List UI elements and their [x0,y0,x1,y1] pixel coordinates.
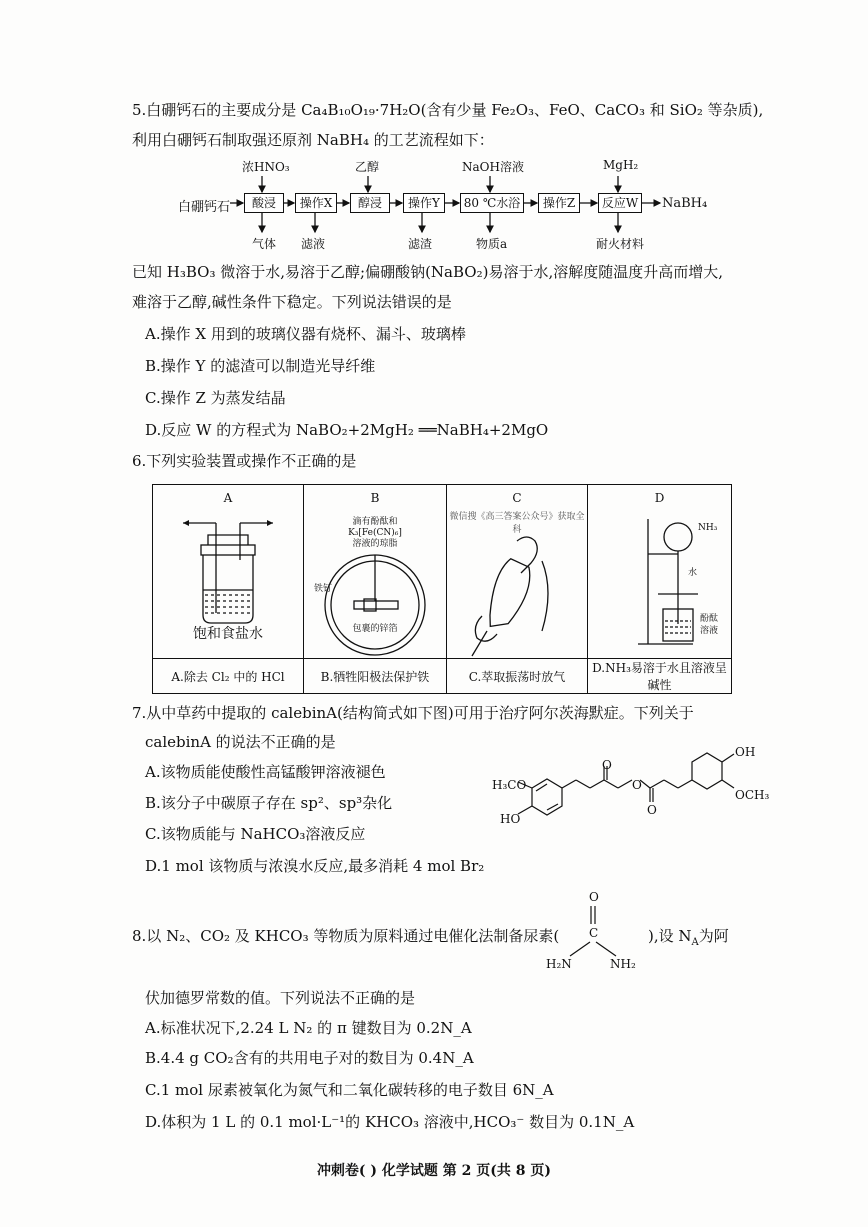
q6-d-label: 溶液 [700,626,719,636]
struct-label: H₃CO [492,778,527,792]
page-footer: 冲刺卷( ) 化学试题 第 2 页(共 8 页) [316,1163,552,1179]
flow-end: NaBH₄ [662,196,708,211]
q8-stem-line1b [648,926,729,953]
flow-output: 气体 [252,237,277,251]
q5-stem-line1: 5.白硼钙石的主要成分是 Ca₄B₁₀O₁₉·7H₂O(含有少量 Fe₂O₃、FeO、CaCO₃ 和 SiO₂ 等杂质), [132,101,764,119]
q8-option-a: A.标准状况下,2.24 L N₂ 的 π 键数目为 0.2N_A [145,1019,472,1037]
q6-cell-d [588,485,732,659]
q6-stem: 6.下列实验装置或操作不正确的是 [132,452,357,470]
q8-na-prefix: ),设 N [648,927,692,945]
q6-header-b: B [370,491,380,505]
flow-step: 反应W [598,193,642,213]
q7-option-d: D.1 mol 该物质与浓溴水反应,最多消耗 4 mol Br₂ [145,857,485,875]
struct-label: O [647,803,657,817]
q8-na-suffix: 为阿 [698,927,729,945]
flow-arrows [0,0,868,300]
q7-option-a: A.该物质能使酸性高锰酸钾溶液褪色 [145,763,386,781]
q6-caption-a: A.除去 Cl₂ 中的 HCl [153,659,304,694]
q8-stem-line2: 伏加德罗常数的值。下列说法不正确的是 [145,989,416,1007]
q8-stem-line1: 8.以 N₂、CO₂ 及 KHCO₃ 等物质为原料通过电催化法制备尿素( [132,927,560,945]
flow-output: 物质a [476,237,508,251]
q5-desc-line2: 难溶于乙醇,碱性条件下稳定。下列说法错误的是 [132,293,452,311]
q6-cell-c [447,485,588,659]
flow-step: 操作Z [538,193,580,213]
q6-cell-a [153,485,304,659]
q6-d-label: NH₃ [698,523,718,533]
flow-step: 80 ℃水浴 [460,193,524,213]
q6-caption-d: D.NH₃易溶于水且溶液呈碱性 [588,659,732,694]
q6-header-d: D [654,491,665,505]
q5-option-b: B.操作 Y 的滤渣可以制造光导纤维 [145,357,376,375]
flow-input: MgH₂ [603,158,639,172]
flow-output: 耐火材料 [596,237,645,251]
struct-label: HO [500,812,521,826]
q5-option-a: A.操作 X 用到的玻璃仪器有烧杯、漏斗、玻璃棒 [145,325,466,343]
q7-stem-line2: calebinA 的说法不正确的是 [145,733,336,751]
q6-caption-b: B.牺牲阳极法保护铁 [304,659,447,694]
petri-dish-icon [304,545,446,665]
struct-label: O [632,778,642,792]
struct-label: OH [735,745,756,759]
q8-na-sub: A [691,937,699,948]
flow-input: 乙醇 [355,160,380,174]
flow-start: 白硼钙石 [178,200,231,215]
separatory-funnel-icon [447,521,587,661]
q6-apparatus-table [152,484,732,694]
flow-input: NaOH溶液 [462,160,524,174]
flow-step: 操作X [295,193,337,213]
q6-b-label: K₃[Fe(CN)₆] [348,528,402,538]
urea-label: NH₂ [610,957,636,971]
q8-option-b: B.4.4 g CO₂含有的共用电子对的数目为 0.4N_A [145,1049,474,1067]
urea-label: H₂N [546,957,572,971]
flow-input: 浓HNO₃ [242,160,290,174]
q5-stem-line2: 利用白硼钙石制取强还原剂 NaBH₄ 的工艺流程如下： [132,131,494,149]
q6-caption-c: C.萃取振荡时放气 [447,659,588,694]
flow-output: 滤渣 [408,237,433,251]
urea-label: O [589,890,599,904]
flow-step: 酸浸 [244,193,284,213]
struct-label: O [602,758,612,772]
urea-bonds-icon [560,890,640,970]
q8-option-c: C.1 mol 尿素被氧化为氮气和二氧化碳转移的电子数目 6N_A [145,1081,554,1099]
q6-a-label: 饱和食盐水 [193,626,263,642]
q6-d-label: 水 [688,568,698,578]
flow-output: 滤液 [301,237,326,251]
urea-label: C [589,926,599,940]
flow-step: 醇浸 [350,193,390,213]
q6-header-c: C [512,491,522,505]
q7-option-c: C.该物质能与 NaHCO₃溶液反应 [145,825,366,843]
q6-b-label: 铁钉 [314,584,333,594]
q5-option-d: D.反应 W 的方程式为 NaBO₂+2MgH₂ ══NaBH₄+2MgO [145,421,549,439]
flow-step: 操作Y [403,193,445,213]
q5-option-c: C.操作 Z 为蒸发结晶 [145,389,286,407]
q6-b-label: 滴有酚酞和 [352,517,398,527]
q6-d-label: 酚酞 [700,614,719,624]
calebin-a-structure-icon [490,758,750,838]
q6-b-label: 溶液的琼脂 [352,539,398,549]
q8-option-d: D.体积为 1 L 的 0.1 mol·L⁻¹的 KHCO₃ 溶液中,HCO₃⁻ 数目为 0.1N_A [145,1113,635,1131]
q6-b-label: 包裹的锌箔 [352,624,398,634]
q7-option-b: B.该分子中碳原子存在 sp²、sp³杂化 [145,794,393,812]
struct-label: OCH₃ [735,788,770,802]
q6-header-a: A [223,491,233,505]
q5-desc-line1: 已知 H₃BO₃ 微溶于水,易溶于乙醇;偏硼酸钠(NaBO₂)易溶于水,溶解度随温度升高而增大, [132,263,723,281]
q6-cell-b [304,485,447,659]
q7-stem-line1: 7.从中草药中提取的 calebinA(结构简式如下图)可用于治疗阿尔茨海默症。下列关于 [132,704,694,722]
fountain-apparatus-icon [588,509,768,659]
q6-c-watermark: 微信搜《高三答案公众号》获取全科 [449,512,585,535]
